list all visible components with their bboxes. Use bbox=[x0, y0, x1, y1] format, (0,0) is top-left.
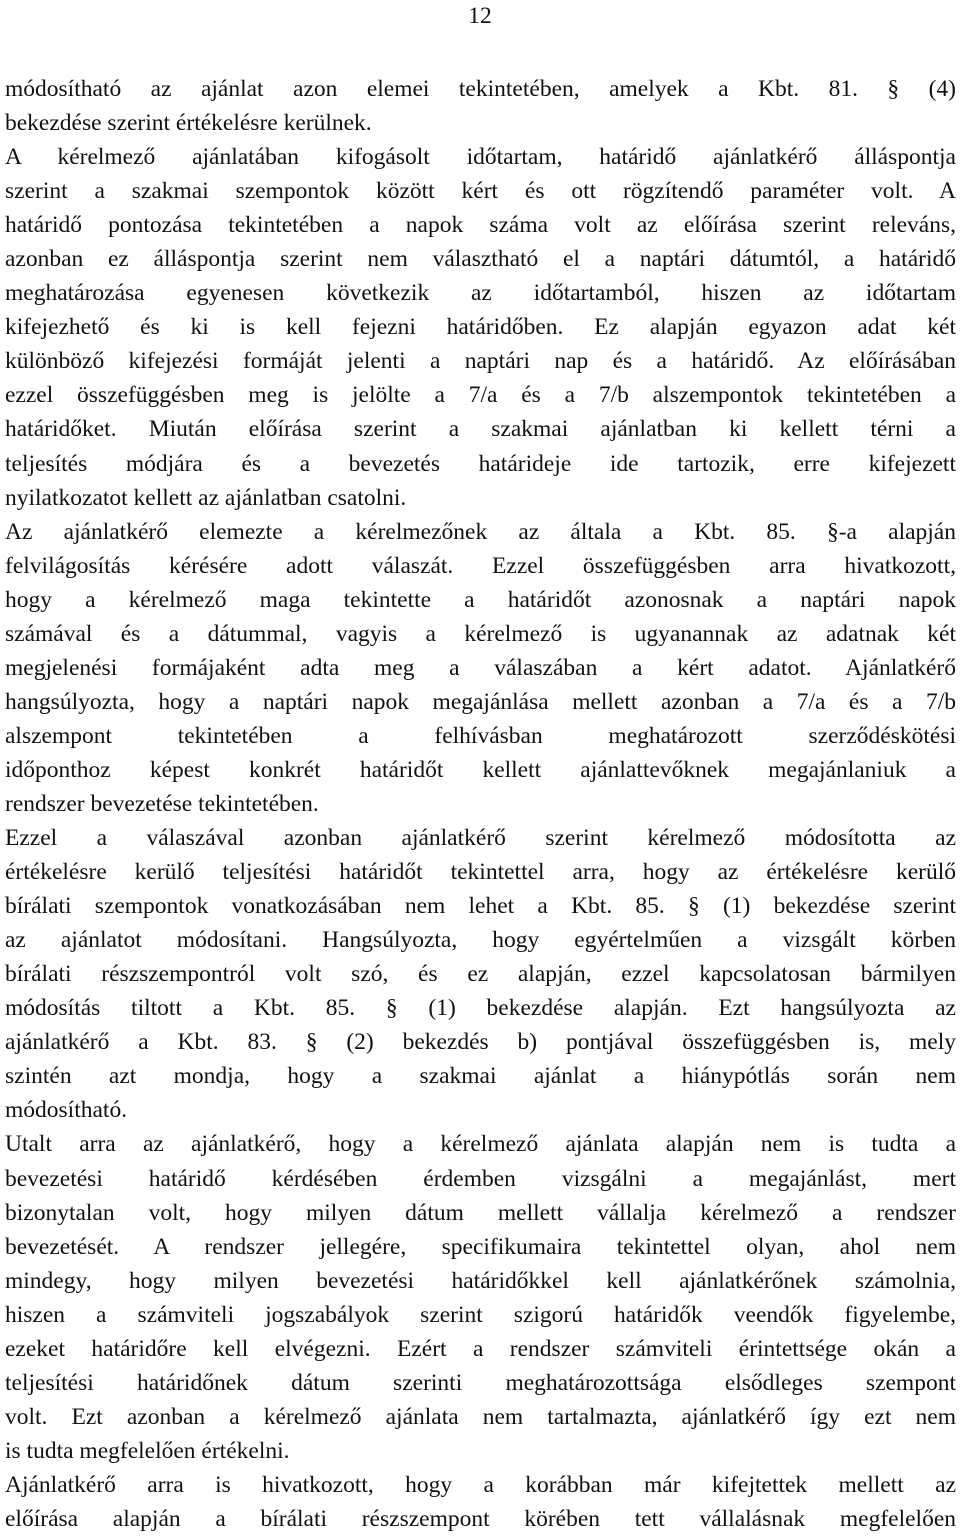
text-line: bírálati szempontok vonatkozásában nem lehet a Kbt. 85. § (1) bekezdése szerint bbox=[5, 893, 956, 920]
text-line: azonban ez álláspontja szerint nem választható el a naptári dátumtól, a határidő bbox=[5, 246, 956, 273]
text-line: hiszen a számviteli jogszabályok szerint szigorú határidők veendők figyelembe, bbox=[5, 1301, 956, 1328]
text-line: időponthoz képest konkrét határidőt kellett ajánlattevőknek megajánlaniuk a bbox=[5, 756, 956, 783]
text-line: szintén azt mondja, hogy a szakmai ajánlat a hiánypótlás során nem bbox=[5, 1063, 956, 1090]
paragraph bbox=[5, 1127, 956, 1467]
paragraph bbox=[5, 72, 956, 140]
text-line: meghatározása egyenesen következik az időtartamból, hiszen az időtartam bbox=[5, 280, 956, 307]
text-line: ajánlatkérő a Kbt. 83. § (2) bekezdés b) pontjával összefüggésben is, mely bbox=[5, 1029, 956, 1056]
text-line: is tudta megfelelően értékelni. bbox=[5, 1437, 290, 1464]
text-line: értékelésre kerülő teljesítési határidőt tekintettel arra, hogy az értékelésre kerülő bbox=[5, 859, 956, 886]
text-line: bizonytalan volt, hogy milyen dátum mellett vállalja kérelmező a rendszer bbox=[5, 1199, 956, 1226]
text-line: felvilágosítás kérésére adott válaszát. Ezzel összefüggésben arra hivatkozott, bbox=[5, 552, 956, 579]
text-line: Ajánlatkérő arra is hivatkozott, hogy a korábban már kifejtettek mellett az bbox=[5, 1471, 956, 1498]
text-line: A kérelmező ajánlatában kifogásolt időtartam, határidő ajánlatkérő álláspontja bbox=[5, 144, 956, 171]
text-line: előírása alapján a bírálati részszempont körében tett vállalásnak megfelelően bbox=[5, 1505, 956, 1532]
paragraph bbox=[5, 1468, 956, 1536]
body-text bbox=[5, 72, 956, 1536]
paragraph bbox=[5, 515, 956, 821]
page-number: 12 bbox=[468, 3, 492, 29]
paragraph bbox=[5, 821, 956, 1127]
text-line: módosítható. bbox=[5, 1097, 128, 1124]
text-line: az ajánlatot módosítani. Hangsúlyozta, hogy egyértelműen a vizsgált körben bbox=[5, 927, 956, 954]
text-line: alszempont tekintetében a felhívásban meghatározott szerződéskötési bbox=[5, 722, 956, 749]
text-line: ezeket határidőre kell elvégezni. Ezért a rendszer számviteli érintettsége okán a bbox=[5, 1335, 956, 1362]
text-line: számával és a dátummal, vagyis a kérelmező is ugyanannak az adatnak két bbox=[5, 620, 956, 647]
text-line: hangsúlyozta, hogy a naptári napok megajánlása mellett azonban a 7/a és a 7/b bbox=[5, 688, 956, 715]
text-line: teljesítési határidőnek dátum szerinti meghatározottsága elsődleges szempont bbox=[5, 1369, 956, 1396]
text-line: módosítás tiltott a Kbt. 85. § (1) bekezdése alapján. Ezt hangsúlyozta az bbox=[5, 995, 956, 1022]
text-line: nyilatkozatot kellett az ajánlatban csatolni. bbox=[5, 484, 407, 511]
text-line: Az ajánlatkérő elemezte a kérelmezőnek az általa a Kbt. 85. §-a alapján bbox=[5, 518, 956, 545]
text-line: rendszer bevezetése tekintetében. bbox=[5, 790, 319, 817]
text-line: hogy a kérelmező maga tekintette a határidőt azonosnak a naptári napok bbox=[5, 586, 956, 613]
text-line: Utalt arra az ajánlatkérő, hogy a kérelmező ajánlata alapján nem is tudta a bbox=[5, 1131, 956, 1158]
text-line: volt. Ezt azonban a kérelmező ajánlata nem tartalmazta, ajánlatkérő így ezt nem bbox=[5, 1403, 956, 1430]
text-line: Ezzel a válaszával azonban ajánlatkérő szerint kérelmező módosította az bbox=[5, 825, 956, 852]
text-line: módosítható az ajánlat azon elemei tekintetében, amelyek a Kbt. 81. § (4) bbox=[5, 76, 956, 102]
text-line: bevezetési határidő kérdésében érdemben vizsgálni a megajánlást, mert bbox=[5, 1165, 956, 1192]
text-line: kifejezhető és ki is kell fejezni határidőben. Ez alapján egyazon adat két bbox=[5, 314, 956, 341]
text-line: megjelenési formájaként adta meg a válaszában a kért adatot. Ajánlatkérő bbox=[5, 654, 956, 681]
text-line: szerint a szakmai szempontok között kért és ott rögzítendő paraméter volt. A bbox=[5, 178, 956, 205]
text-line: ezzel összefüggésben meg is jelölte a 7/a és a 7/b alszempontok tekintetében a bbox=[5, 382, 956, 409]
paragraph bbox=[5, 140, 956, 515]
text-line: bekezdése szerint értékelésre kerülnek. bbox=[5, 110, 372, 137]
text-line: határidő pontozása tekintetében a napok száma volt az előírása szerint releváns, bbox=[5, 212, 956, 239]
text-line: teljesítés módjára és a bevezetés határideje ide tartozik, erre kifejezett bbox=[5, 450, 956, 477]
text-line: különböző kifejezési formáját jelenti a naptári nap és a határidő. Az előírásában bbox=[5, 348, 956, 375]
text-line: mindegy, hogy milyen bevezetési határidőkkel kell ajánlatkérőnek számolnia, bbox=[5, 1267, 956, 1294]
text-line: bevezetését. A rendszer jellegére, specifikumaira tekintettel olyan, ahol nem bbox=[5, 1233, 956, 1260]
text-line: bírálati részszempontról volt szó, és ez alapján, ezzel kapcsolatosan bármilyen bbox=[5, 961, 956, 988]
text-line: határidőket. Miután előírása szerint a szakmai ajánlatban ki kellett térni a bbox=[5, 416, 956, 443]
